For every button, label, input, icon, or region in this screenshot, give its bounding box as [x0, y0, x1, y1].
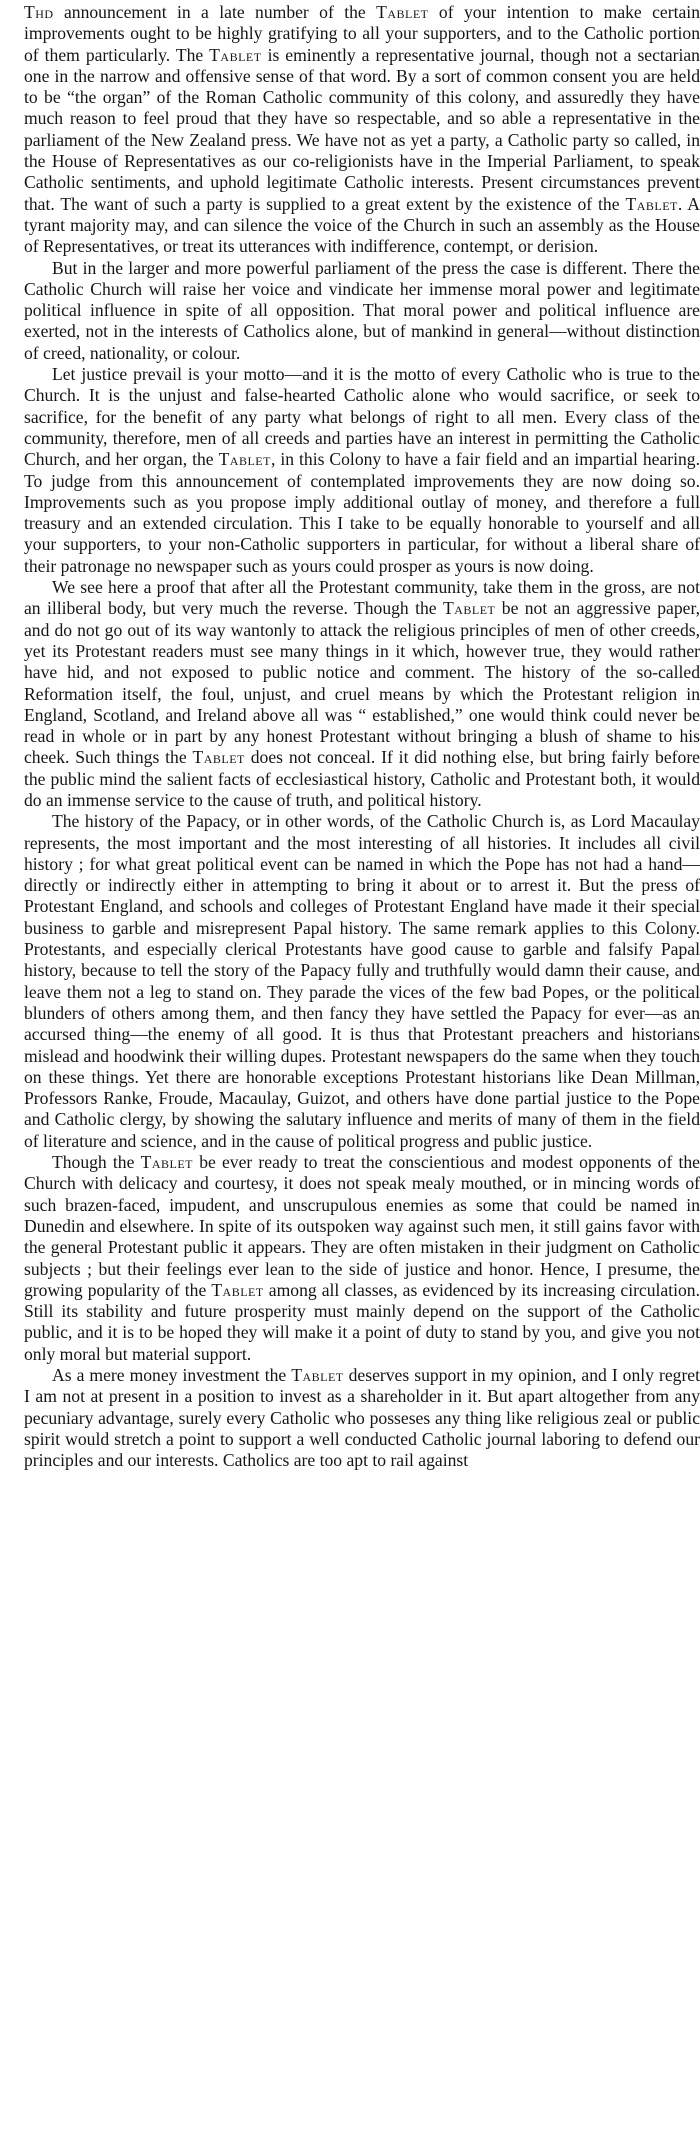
text-run: is eminently a representative journal, though not a sectarian one in the narrow and offensive sense of that word. By a sort of common consent you are held to be “the organ” of the Roman Catholic community of this colony, and assuredly they have much reason to feel proud that they have so respectable, and so able a representative in the parliament of the New Zealand press. We have not as yet a party, a Catholic party so called, in the House of Representatives as our co-religionists have in the Imperial Parliament, to speak Catholic sentiments, and uphold legitimate Catholic interests. Present circumstances prevent that. The want of such a party is supplied to a great extent by the existence of the: [24, 44, 700, 214]
text-run: of your intention to make certain improvements ought to be highly gratifying to all your supporters, and to the Catholic portion of them particularly. The: [24, 2, 700, 65]
tablet-name: Tablet: [209, 44, 262, 65]
text-run: , in this Colony to have a fair field and an impartial hearing. To judge from this announcement of contemplated improvements they are now doing so. Improvements such as you propose imply additional outlay of money, and therefore a full treasury and an extended circulation. This I take to be equally honorable to yourself and all your supporters, to your non-Catholic supporters in particular, for without a liberal share of their patronage no newspaper such as yours could prosper as yours is now doing.: [24, 449, 700, 576]
tablet-name: Tablet: [376, 2, 429, 22]
text-run: . A tyrant majority may, and can silence the voice of the Church in such an assembly as the House of Representatives, or treat its utterances with indifference, contempt, or derision.: [24, 193, 700, 257]
tablet-name: Tablet: [442, 598, 496, 619]
article-paragraph: [24, 577, 700, 811]
article-paragraph: [24, 1152, 700, 1365]
text-run: among all classes, as evidenced by its increasing circulation. Still its stability and future prosperity must mainly depend on the support of the Catholic public, and it is to be hoped they will make it a point of duty to stand by you, and give you not only moral but material support.: [24, 1279, 700, 1364]
text-run: As a mere money investment the: [52, 1365, 292, 1385]
text-run: Let justice prevail is your motto—and it is the motto of every Catholic who is true to the Church. It is the unjust and false-hearted Catholic alone who would sacrifice, or seek to sacrifice, for the benefit of any party what belongs of right to all men. Every class of the community, therefore, men of all creeds and parties have an interest in permitting the Catholic Church, and her organ, the: [24, 364, 700, 470]
text-run: We see here a proof that after all the Protestant community, take them in the gross, are not an illiberal body, but very much the reverse. Though the: [24, 577, 700, 619]
tablet-name: Tablet: [211, 1279, 264, 1300]
tablet-name: Tablet: [218, 449, 271, 470]
text-run: But in the larger and more powerful parliament of the press the case is different. There the Catholic Church will raise her voice and vindicate her immense moral power and legitimate political influence in spite of all opposition. That moral power and political influence are exerted, not in the interests of Catholics alone, but of mankind in general—without distinction of creed, nationality, or colour.: [24, 257, 700, 363]
article-paragraph: [24, 364, 700, 577]
article-paragraph: [24, 811, 700, 1152]
article-paragraph: [24, 2, 700, 258]
text-run: does not conceal. If it did nothing else, but bring fairly before the public mind the salient facts of ecclesiastical history, Catholic and Protestant both, it would do an immense service to the cause of truth, and political history.: [24, 747, 700, 810]
tablet-name: Tablet: [192, 747, 245, 768]
text-run: deserves support in my opinion, and I only regret I am not at present in a position to invest as a shareholder in it. But apart altogether from any pecuniary advantage, surely every Catholic who posseses any thing like religious zeal or public spirit would stretch a point to support a well conducted Catholic journal laboring to defend our principles and our interests. Catholics are too apt to rail against: [24, 1365, 700, 1471]
text-run: be not an aggressive paper, and do not go out of its way wantonly to attack the religious principles of men of other creeds, yet its Protestant readers must see many things in it which, however true, they would rather have hid, and not exposed to public notice and comment. The history of the so-called Reformation itself, the foul, unjust, and cruel means by which the Protestant religion in England, Scotland, and Ireland above all was “ established,” one would think could never be read in whole or in part by any honest Protestant without bringing a blush of shame to his cheek. Such things the: [24, 598, 700, 768]
text-run: Though the: [52, 1152, 141, 1173]
text-run: be ever ready to treat the conscientious and modest opponents of the Church with delicacy and courtesy, it does not speak mealy mouthed, or in mincing words of such brazen-faced, impudent, and unscrupulous enemies as some that could be named in Dunedin and elsewhere. In spite of its outspoken way against such men, it still gains favor with the general Protestant public it appears. They are often mistaken in their judgment on Catholic subjects ; but their feelings ever lean to the side of justice and honor. Hence, I presume, the growing popularity of the: [24, 1152, 700, 1300]
tablet-name: Tablet: [140, 1152, 194, 1173]
article-paragraph: [24, 258, 700, 364]
text-run: The history of the Papacy, or in other words, of the Catholic Church is, as Lord Macaulay represents, the most important and the most interesting of all histories. It includes all civil history ; for what great political event can be named in which the Pope has not had a hand—directly or indirectly either in attempting to bring it about or to arrest it. But the press of Protestant England, and schools and colleges of Protestant England have made it their special business to garble and misrepresent Papal history. The same remark applies to this Colony. Protestants, and especially clerical Protestants have good cause to garble and falsify Papal history, because to tell the story of the Papacy fully and truthfully would damn their cause, and leave them not a leg to stand on. They parade the vices of the few bad Popes, or the political blunders of others among them, and then fancy they have settled the Papacy for ever—as an accursed thing—the enemy of all good. It is thus that Protestant preachers and historians mislead and hoodwink their willing dupes. Protestant newspapers do the same when they touch on these things. Yet there are honorable exceptions Protestant historians like Dean Millman, Professors Ranke, Froude, Macaulay, Guizot, and others have done partial justice to the Pope and Catholic clergy, by showing the salutary influence and merits of many of them in the field of literature and science, and in the cause of political progress and public justice.: [24, 811, 700, 1151]
article-body: [24, 2, 700, 1471]
text-run: announcement in a late number of the: [53, 2, 377, 22]
tablet-name: Tablet: [625, 193, 678, 214]
opening-word: Thd: [24, 2, 54, 22]
tablet-name: Tablet: [291, 1365, 344, 1385]
article-paragraph: [24, 1365, 700, 1471]
